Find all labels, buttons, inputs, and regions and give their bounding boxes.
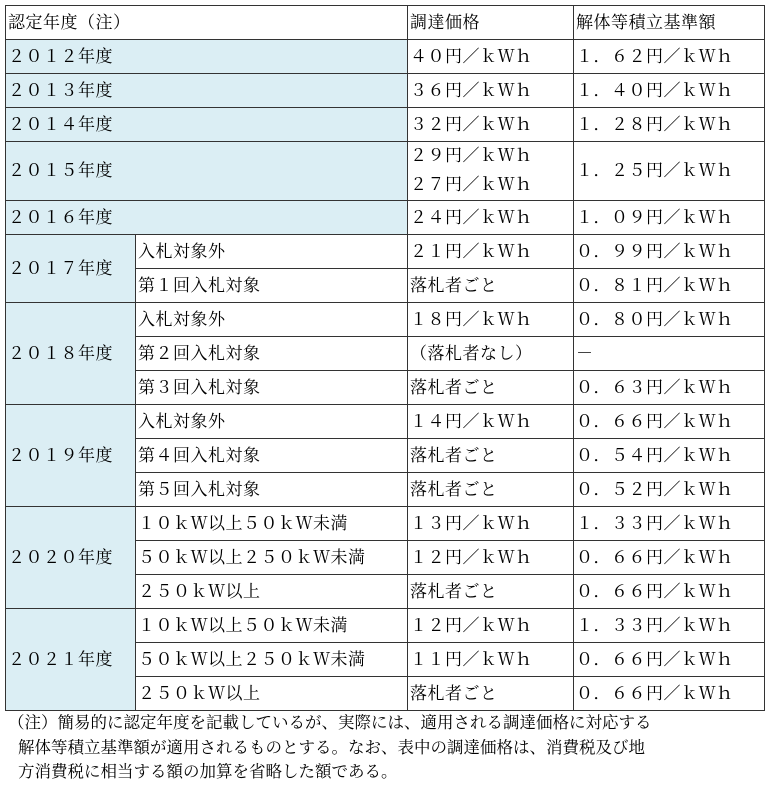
footnote-line: 解体等積立基準額が適用されるものとする。なお、表中の調達価格は、消費税及び地 [18,737,645,757]
table-row [6,235,765,269]
year-cell: ２０１８年度 [6,303,136,405]
reserve-cell: ０．６６円／ｋＷｈ [574,541,765,575]
price-cell: （落札者なし） [408,337,574,371]
table-row [6,609,765,643]
price-cell: 落札者ごと [408,575,574,609]
header-reserve: 解体等積立基準額 [574,6,765,40]
table-row [6,405,765,439]
reserve-cell: ０．５４円／ｋＷｈ [574,439,765,473]
price-cell: 落札者ごと [408,439,574,473]
price-cell: 落札者ごと [408,371,574,405]
price-cell: １１円／ｋＷｈ [408,643,574,677]
table-header-row [6,6,765,40]
price-cell: 落札者ごと [408,473,574,507]
category-cell: 第２回入札対象 [136,337,408,371]
footnote-line: （注）簡易的に認定年度を記載しているが、実際には、適用される調達価格に対応する [8,713,652,732]
reserve-table [5,5,765,711]
price-cell: 落札者ごと [408,677,574,711]
price-cell: １３円／ｋＷｈ [408,507,574,541]
table-row [6,40,765,74]
reserve-cell: １．６２円／ｋＷｈ [574,40,765,74]
price-line: ２７円／ｋＷｈ [410,175,533,195]
year-cell: ２０１４年度 [6,108,408,142]
price-cell: ２１円／ｋＷｈ [408,235,574,269]
table-row [6,142,765,201]
category-cell: 第１回入札対象 [136,269,408,303]
year-cell: ２０２１年度 [6,609,136,711]
table-row [6,74,765,108]
year-cell: ２０１９年度 [6,405,136,507]
table-footnote [8,711,774,785]
category-cell: 第３回入札対象 [136,371,408,405]
table-row [6,303,765,337]
reserve-cell: １．３３円／ｋＷｈ [574,507,765,541]
reserve-cell: ０．８０円／ｋＷｈ [574,303,765,337]
year-cell: ２０１２年度 [6,40,408,74]
price-cell: １４円／ｋＷｈ [408,405,574,439]
table-row [6,507,765,541]
price-cell: １２円／ｋＷｈ [408,541,574,575]
category-cell: ２５０ｋＷ以上 [136,575,408,609]
category-cell: 入札対象外 [136,405,408,439]
year-cell: ２０１６年度 [6,201,408,235]
reserve-cell: ０．９９円／ｋＷｈ [574,235,765,269]
year-cell: ２０１５年度 [6,142,408,201]
table-row [6,108,765,142]
category-cell: ５０ｋＷ以上２５０ｋＷ未満 [136,643,408,677]
reserve-cell: １．３３円／ｋＷｈ [574,609,765,643]
reserve-cell: ０．６６円／ｋＷｈ [574,643,765,677]
category-cell: ５０ｋＷ以上２５０ｋＷ未満 [136,541,408,575]
header-year: 認定年度（注） [6,6,408,40]
header-price: 調達価格 [408,6,574,40]
price-cell [408,142,574,201]
price-cell: ３２円／ｋＷｈ [408,108,574,142]
reserve-cell: １．２５円／ｋＷｈ [574,142,765,201]
category-cell: 入札対象外 [136,235,408,269]
year-cell: ２０２０年度 [6,507,136,609]
reserve-cell: ０．８１円／ｋＷｈ [574,269,765,303]
category-cell: 入札対象外 [136,303,408,337]
reserve-cell: ０．６６円／ｋＷｈ [574,677,765,711]
reserve-cell: ０．５２円／ｋＷｈ [574,473,765,507]
reserve-cell: ０．６６円／ｋＷｈ [574,405,765,439]
price-cell: 落札者ごと [408,269,574,303]
category-cell: １０ｋＷ以上５０ｋＷ未満 [136,609,408,643]
reserve-cell: － [574,337,765,371]
category-cell: 第５回入札対象 [136,473,408,507]
category-cell: ２５０ｋＷ以上 [136,677,408,711]
reserve-cell: １．４０円／ｋＷｈ [574,74,765,108]
year-cell: ２０１７年度 [6,235,136,303]
reserve-cell: １．０９円／ｋＷｈ [574,201,765,235]
price-cell: １２円／ｋＷｈ [408,609,574,643]
reserve-cell: １．２８円／ｋＷｈ [574,108,765,142]
reserve-cell: ０．６３円／ｋＷｈ [574,371,765,405]
footnote-line: 方消費税に相当する額の加算を省略した額である。 [18,762,398,781]
table-row [6,201,765,235]
price-cell: １８円／ｋＷｈ [408,303,574,337]
price-line: ２９円／ｋＷｈ [410,146,533,166]
category-cell: 第４回入札対象 [136,439,408,473]
price-cell: ４０円／ｋＷｈ [408,40,574,74]
reserve-cell: ０．６６円／ｋＷｈ [574,575,765,609]
year-cell: ２０１３年度 [6,74,408,108]
price-cell: ２４円／ｋＷｈ [408,201,574,235]
category-cell: １０ｋＷ以上５０ｋＷ未満 [136,507,408,541]
price-cell: ３６円／ｋＷｈ [408,74,574,108]
